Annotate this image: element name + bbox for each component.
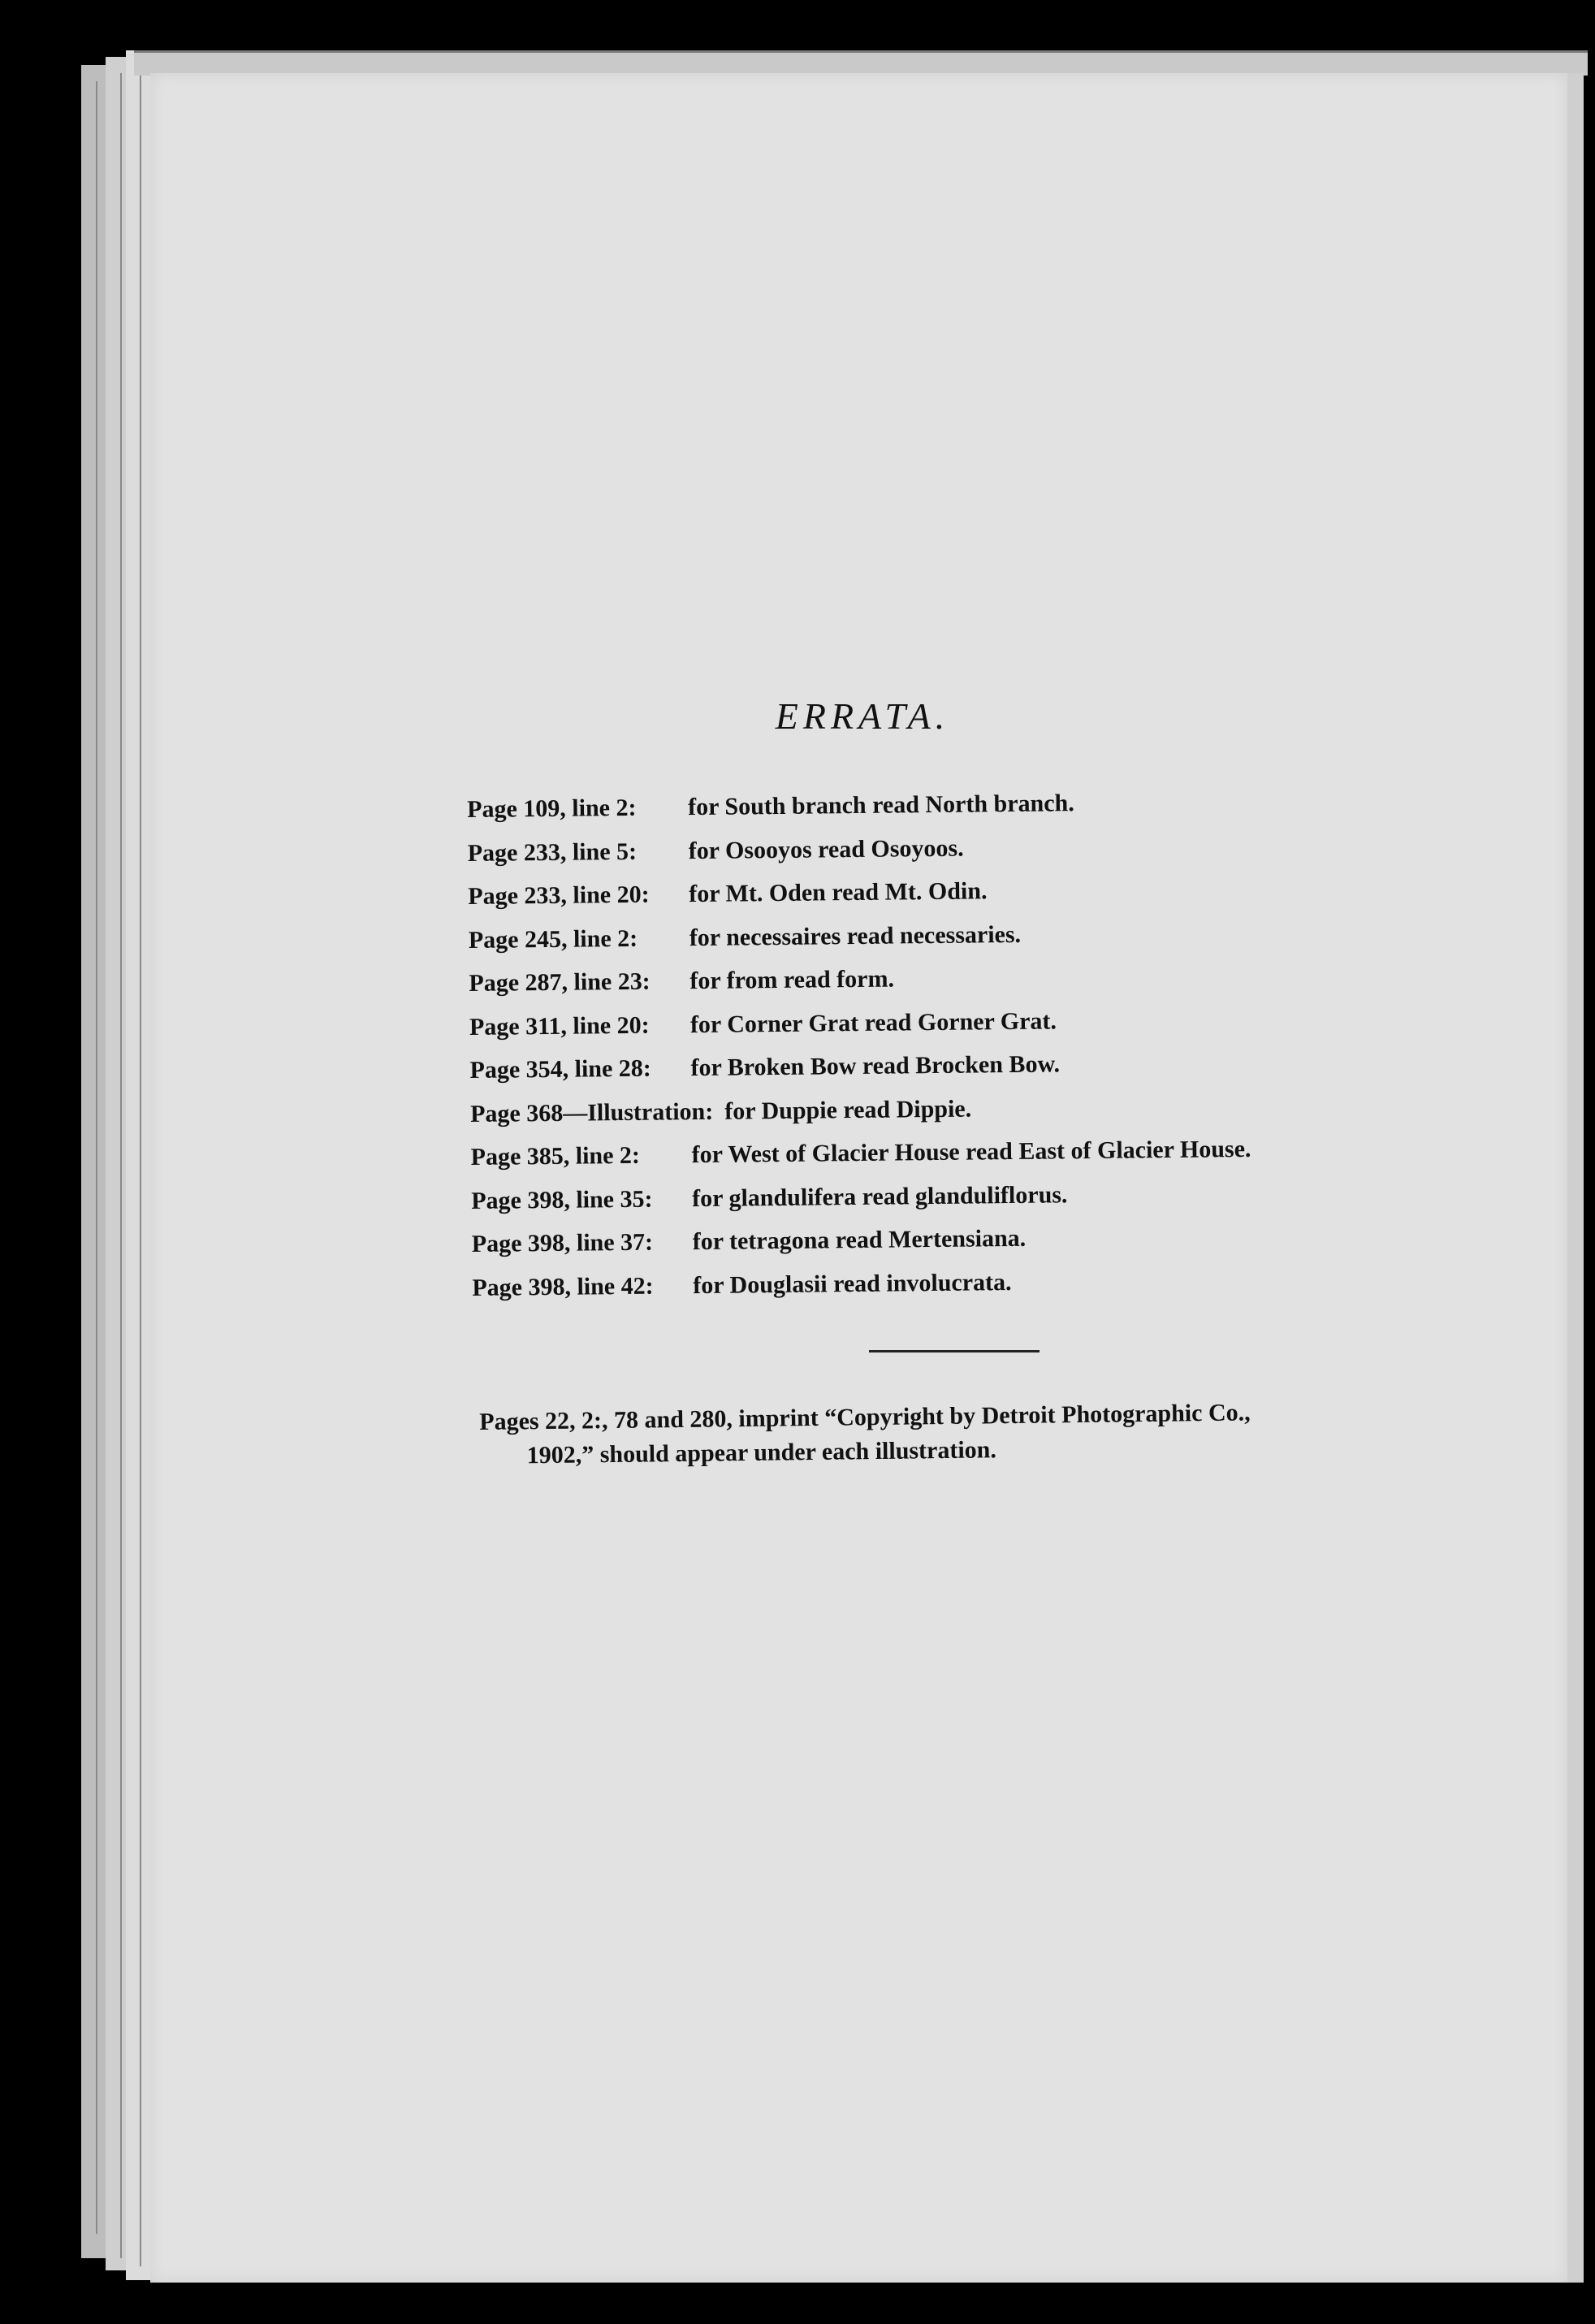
errata-ref: Page 385, line 2: bbox=[470, 1141, 641, 1171]
errata-ref: Page 245, line 2: bbox=[468, 924, 638, 954]
errata-list bbox=[467, 785, 1447, 1318]
errata-ref: Page 398, line 42: bbox=[472, 1272, 654, 1301]
errata-correction: for from read form. bbox=[689, 965, 895, 995]
errata-correction: for glandulifera read glanduliflorus. bbox=[692, 1180, 1068, 1212]
page-edge-line bbox=[140, 65, 141, 2266]
errata-correction: for Corner Grat read Gorner Grat. bbox=[689, 1006, 1057, 1038]
errata-ref: Page 109, line 2: bbox=[467, 794, 637, 823]
errata-correction: for tetragona read Mertensiana. bbox=[692, 1224, 1027, 1256]
errata-ref: Page 233, line 5: bbox=[467, 837, 638, 867]
errata-correction: for Douglasii read involucrata. bbox=[693, 1268, 1012, 1299]
page-edge-line bbox=[96, 81, 97, 2234]
errata-correction: for Broken Bow read Brocken Bow. bbox=[690, 1050, 1061, 1082]
errata-correction: for South branch read North branch. bbox=[687, 790, 1074, 821]
copyright-note-line-1: Pages 22, 2:, 78 and 280, imprint “Copyright by Detroit Photographic Co., bbox=[479, 1399, 1251, 1435]
errata-correction: for necessaires read necessaries. bbox=[689, 920, 1022, 951]
page-edge bbox=[81, 65, 106, 2258]
errata-ref: Page 311, line 20: bbox=[469, 1011, 650, 1041]
page-edge bbox=[106, 57, 126, 2270]
errata-correction: for Duppie read Dippie. bbox=[724, 1095, 972, 1125]
errata-correction: for Osooyos read Osoyoos. bbox=[688, 834, 964, 864]
errata-ref: Page 287, line 23: bbox=[469, 967, 651, 997]
errata-ref: Page 368—Illustration: bbox=[469, 1097, 714, 1127]
copyright-note bbox=[479, 1393, 1455, 1474]
page-top-edge bbox=[134, 50, 1588, 76]
errata-ref: Page 233, line 20: bbox=[468, 881, 650, 910]
errata-correction: for West of Glacier House read East of Glacier House. bbox=[691, 1135, 1251, 1169]
divider-rule bbox=[869, 1350, 1040, 1352]
errata-ref: Page 354, line 28: bbox=[469, 1054, 652, 1084]
page-edge bbox=[126, 50, 150, 2280]
copyright-note-line-2: 1902,” should appear under each illustration. bbox=[526, 1436, 997, 1469]
page-right-edge bbox=[1567, 73, 1584, 2283]
page-title: ERRATA. bbox=[775, 695, 950, 737]
errata-correction: for Mt. Oden read Mt. Odin. bbox=[689, 877, 988, 908]
errata-ref: Page 398, line 37: bbox=[471, 1228, 654, 1257]
page-edge-line bbox=[120, 73, 122, 2258]
errata-ref: Page 398, line 35: bbox=[471, 1185, 653, 1214]
